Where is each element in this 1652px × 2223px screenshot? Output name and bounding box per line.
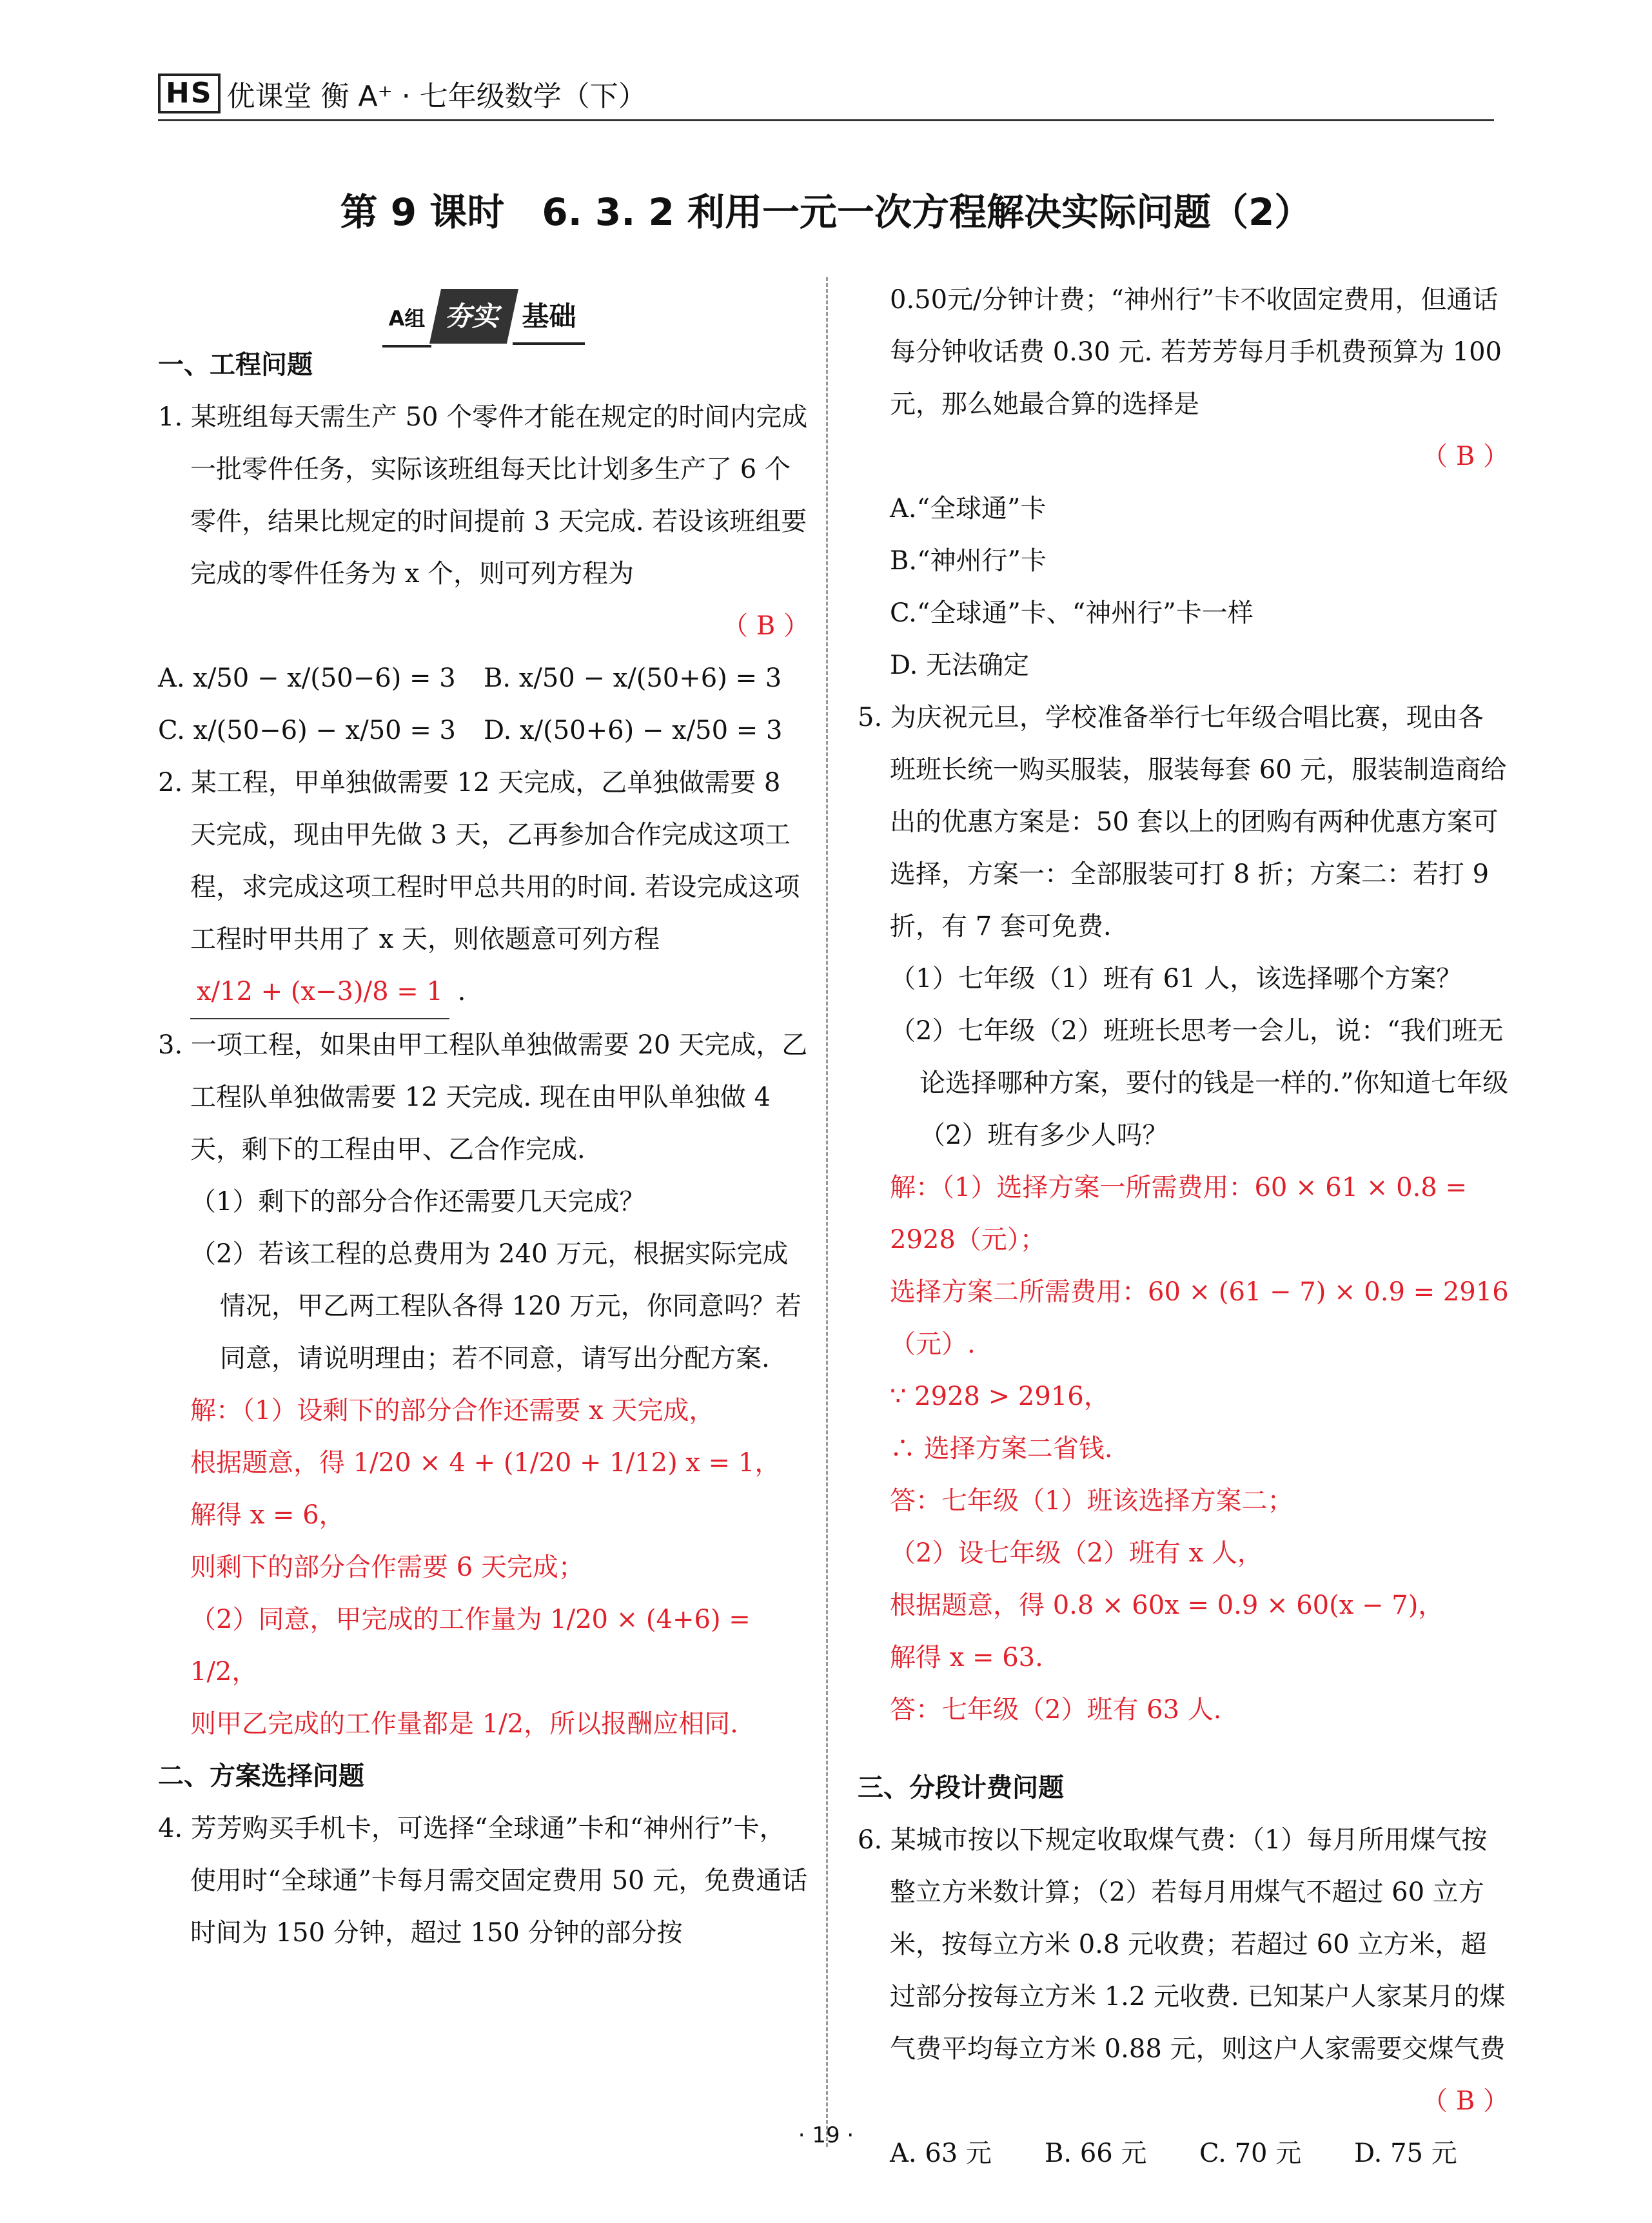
solution-line: 根据题意，得 0.8 × 60x = 0.9 × 60(x − 7)， — [890, 1591, 1444, 1620]
header-text: 优课堂 衡 A⁺ · 七年级数学（下） — [226, 80, 647, 113]
option-a: A. x/50 − x/(50−6) = 3 — [158, 663, 456, 693]
q3-solution — [158, 1385, 809, 1750]
q2-answer: x/12 + (x−3)/8 = 1 — [190, 966, 449, 1019]
option-c: C.“全球通”卡、“神州行”卡一样 — [890, 598, 1254, 628]
q5-solution — [858, 1162, 1509, 1736]
solution-line: 答：七年级（1）班该选择方案二； — [890, 1486, 1293, 1516]
question-5: 5. 为庆祝元旦，学校准备举行七年级合唱比赛，现由各班班长统一购买服装，服装每套 60 元，服装制造商给出的优惠方案是：50 套以上的团购有两种优惠方案可选择，方案一：全部服装可打 8 折；方案二：若打 9 折，有 7 套可免费. — [858, 703, 1507, 941]
option-b: B. 66 元 — [1045, 2139, 1147, 2168]
solution-line: 根据题意，得 1/20 × 4 + (1/20 + 1/12) x = 1， — [190, 1448, 781, 1478]
solution-line: 解：（1）选择方案一所需费用：60 × 61 × 0.8 = 2928（元）； — [890, 1173, 1467, 1255]
solution-line: （2）同意，甲完成的工作量为 1/20 × (4+6) = 1/2， — [190, 1605, 751, 1687]
q5-sub-2: （2）七年级（2）班班长思考一会儿，说：“我们班无论选择哪种方案，要付的钱是一样的.”你知道七年级（2）班有多少人吗？ — [890, 1016, 1509, 1150]
solution-line: 解得 x = 63. — [890, 1643, 1043, 1672]
group-banner — [158, 289, 809, 334]
q1-options — [158, 652, 809, 757]
banner-label: 基础 — [513, 290, 585, 345]
solution-line: ∴ 选择方案二省钱. — [890, 1434, 1113, 1464]
solution-line: 解：（1）设剩下的部分合作还需要 x 天完成， — [190, 1396, 715, 1425]
q1-answer: （ B ） — [722, 611, 809, 641]
left-column: A组 夯实 基础 一、工程问题 1. 某班组每天需生产 50 个零件才能在规定的时间内完成一批零件任务，实际该班组每天比计划多生产了 6 个零件，结果比规定的时间提前 3 天完成. 若设该班组要完成的零件任务为 x 个，则可列方程为 （ B ） A. x/50 − x/(50−6) = 3 B. x/50 − x/(50+6) = 3 C. x/(50−6) − x/50 = 3 D. x/(50+6) − x/50 = 3 2. 某工程，甲单独做需要 12 天完成，乙单独做需要 8 天完成，现由甲先做 3 天，乙再参加合作完成这项工程，求完成这项工程时甲总共用的时间. 若设完成这项工程时甲共用了 x 天，则依题意可列方程 x/12 + (x−3)/8 = 1 . 3. 一项工程，如果由甲工程队单独做需要 20 天完成，乙工程队单独做需要 12 天完成. 现在由甲队单独做 4 天，剩下的工程由甲、乙合作完成. （1）剩下的部分合作还需要几天完成？ （2）若该工程的总费用为 240 万元，根据实际完成情况，甲乙两工程队各得 120 万元，你同意吗？若同意，请说明理由；若不同意，请写出分配方案. 解：（1）设剩下的部分合作还需要 x 天完成， 根据题意，得 1/20 × 4 + (1/20 + 1/12) x = 1， 解得 x = 6， 则剩下的部分合作需要 6 天完成； （2）同意，甲完成的工作量为 1/20 × (4+6) = 1/2， 则甲乙完成的工作量都是 1/2，所以报酬应相同. 二、方案选择问题 4. 芳芳购买手机卡，可选择“全球通”卡和“神州行”卡，使用时“全球通”卡每月需交固定费用 50 元，免费通话时间为 150 分钟，超过 150 分钟的部分按 — [158, 284, 809, 1959]
solution-line: 解得 x = 6， — [190, 1500, 345, 1530]
section-heading: 二、方案选择问题 — [158, 1761, 364, 1791]
option-d: D. 75 元 — [1354, 2139, 1457, 2168]
option-c: C. x/(50−6) − x/50 = 3 — [158, 716, 456, 745]
page-title: 第 9 课时 6. 3. 2 利用一元一次方程解决实际问题（2） — [340, 190, 1312, 234]
solution-line: 则甲乙完成的工作量都是 1/2，所以报酬应相同. — [190, 1709, 738, 1739]
question-1: 1. 某班组每天需生产 50 个零件才能在规定的时间内完成一批零件任务，实际该班组每天比计划多生产了 6 个零件，结果比规定的时间提前 3 天完成. 若设该班组要完成的零件任务为 x 个，则可列方程为 — [158, 402, 808, 589]
solution-line: 答：七年级（2）班有 63 人. — [890, 1695, 1222, 1725]
q5-sub-1: （1）七年级（1）班有 61 人，该选择哪个方案？ — [890, 964, 1462, 994]
option-d: D. x/(50+6) − x/50 = 3 — [484, 716, 783, 745]
q6-answer: （ B ） — [1422, 2086, 1509, 2116]
option-c: C. 70 元 — [1199, 2139, 1302, 2168]
solution-line: 选择方案二所需费用：60 × (61 − 7) × 0.9 = 2916（元）. — [890, 1277, 1509, 1359]
section-heading: 三、分段计费问题 — [858, 1773, 1064, 1803]
solution-line: ∵ 2928 > 2916， — [890, 1382, 1110, 1411]
banner-tag: 夯实 — [429, 289, 518, 344]
question-4-part2: 0.50元/分钟计费；“神州行”卡不收固定费用，但通话每分钟收话费 0.30 元. 若芳芳每月手机费预算为 100 元，那么她最合算的选择是 — [890, 285, 1502, 419]
question-6: 6. 某城市按以下规定收取煤气费：（1）每月所用煤气按整立方米数计算；（2）若每月用煤气不超过 60 立方米，按每立方米 0.8 元收费；若超过 60 立方米，超过部分按每立方米 1.2 元收费. 已知某户人家某月的煤气费平均每立方米 0.88 元，则这户人家需要交煤气费 — [858, 1825, 1506, 2064]
page-number: · 19 · — [798, 2122, 854, 2148]
q3-sub-2: （2）若该工程的总费用为 240 万元，根据实际完成情况，甲乙两工程队各得 120 万元，你同意吗？若同意，请说明理由；若不同意，请写出分配方案. — [190, 1239, 801, 1373]
right-column — [858, 274, 1509, 2180]
option-b: B. x/50 − x/(50+6) = 3 — [484, 663, 782, 693]
hs-logo: HS — [158, 73, 221, 113]
option-d: D. 无法确定 — [890, 651, 1030, 680]
header-rule — [158, 119, 1494, 121]
option-a: A.“全球通”卡 — [890, 494, 1047, 524]
section-heading: 一、工程问题 — [158, 350, 313, 380]
q4-answer: （ B ） — [1422, 442, 1509, 471]
question-4-part1: 4. 芳芳购买手机卡，可选择“全球通”卡和“神州行”卡，使用时“全球通”卡每月需交固定费用 50 元，免费通话时间为 150 分钟，超过 150 分钟的部分按 — [158, 1814, 808, 1948]
banner-group: A组 — [382, 293, 432, 348]
solution-line: 则剩下的部分合作需要 6 天完成； — [190, 1552, 584, 1582]
question-3: 3. 一项工程，如果由甲工程队单独做需要 20 天完成，乙工程队单独做需要 12 天完成. 现在由甲队单独做 4 天，剩下的工程由甲、乙合作完成. — [158, 1030, 808, 1164]
option-a: A. 63 元 — [890, 2139, 992, 2168]
option-b: B.“神州行”卡 — [890, 546, 1047, 576]
q3-sub-1: （1）剩下的部分合作还需要几天完成？ — [190, 1187, 645, 1217]
column-divider — [826, 277, 828, 2147]
question-2: 2. 某工程，甲单独做需要 12 天完成，乙单独做需要 8 天完成，现由甲先做 3 天，乙再参加合作完成这项工程，求完成这项工程时甲总共用的时间. 若设完成这项工程时甲共用了 x 天，则依题意可列方程 — [158, 768, 800, 954]
page-header — [158, 71, 647, 116]
solution-line: （2）设七年级（2）班有 x 人， — [890, 1538, 1263, 1568]
